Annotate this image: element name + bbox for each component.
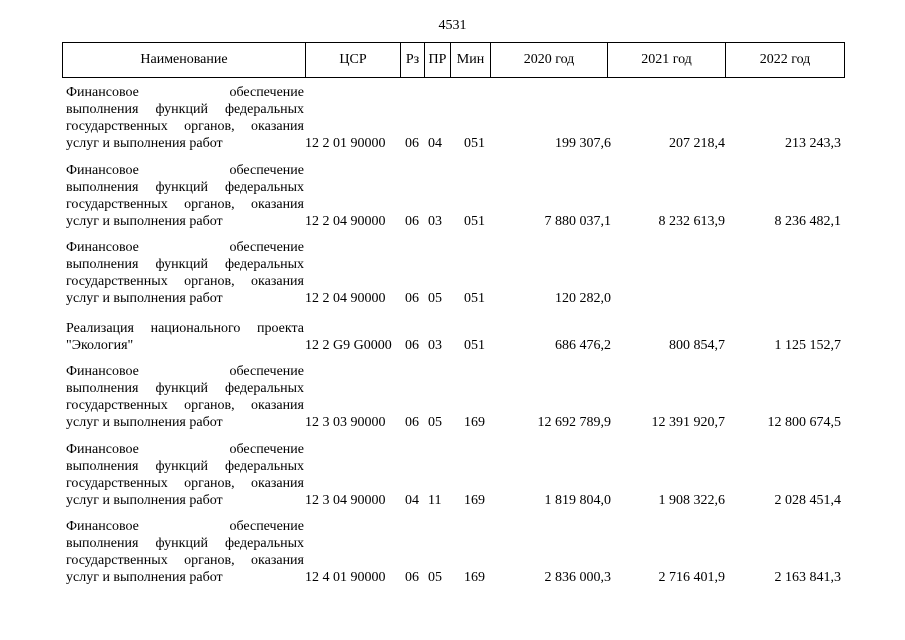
row-name-line: государственных органов, оказания — [66, 553, 304, 568]
table-row — [62, 320, 845, 354]
row-name — [66, 441, 304, 509]
row-name-line: государственных органов, оказания — [66, 119, 304, 134]
row-name-line: Финансовое обеспечение — [66, 85, 304, 100]
row-name-line: Финансовое обеспечение — [66, 240, 304, 255]
row-pr: 05 — [428, 570, 442, 585]
row-rz: 04 — [405, 493, 419, 508]
row-name-line: выполнения функций федеральных — [66, 381, 304, 396]
table-row — [62, 162, 845, 230]
row-name-line: услуг и выполнения работ — [66, 291, 223, 306]
row-rz: 06 — [405, 570, 419, 585]
row-pr: 03 — [428, 214, 442, 229]
row-name — [66, 320, 304, 354]
row-min: 051 — [464, 214, 485, 229]
row-rz: 06 — [405, 338, 419, 353]
row-min: 051 — [464, 291, 485, 306]
row-rz: 06 — [405, 291, 419, 306]
row-value-2020: 1 819 804,0 — [544, 493, 611, 508]
row-value-2021: 12 391 920,7 — [651, 415, 725, 430]
row-name-line: государственных органов, оказания — [66, 274, 304, 289]
row-name-line: государственных органов, оказания — [66, 398, 304, 413]
header-min: Мин — [451, 43, 491, 77]
row-name-line: услуг и выполнения работ — [66, 136, 223, 151]
header-name: Наименование — [63, 43, 306, 77]
row-pr: 03 — [428, 338, 442, 353]
row-value-2021: 1 908 322,6 — [658, 493, 725, 508]
row-value-2022: 213 243,3 — [785, 136, 841, 151]
table-row — [62, 84, 845, 152]
row-rz: 06 — [405, 214, 419, 229]
row-min: 169 — [464, 570, 485, 585]
header-pr: ПР — [425, 43, 451, 77]
row-name-line: выполнения функций федеральных — [66, 102, 304, 117]
row-name-line: выполнения функций федеральных — [66, 180, 304, 195]
row-value-2020: 199 307,6 — [555, 136, 611, 151]
row-csr: 12 2 04 90000 — [305, 214, 386, 229]
row-pr: 05 — [428, 415, 442, 430]
row-name — [66, 518, 304, 586]
table-row — [62, 518, 845, 586]
row-value-2022: 12 800 674,5 — [767, 415, 841, 430]
row-value-2022: 8 236 482,1 — [774, 214, 841, 229]
row-rz: 06 — [405, 415, 419, 430]
row-min: 169 — [464, 493, 485, 508]
row-name-line: услуг и выполнения работ — [66, 214, 223, 229]
row-pr: 11 — [428, 493, 442, 508]
row-name-line: выполнения функций федеральных — [66, 459, 304, 474]
row-pr: 04 — [428, 136, 442, 151]
table-row — [62, 441, 845, 509]
row-name-line: Финансовое обеспечение — [66, 519, 304, 534]
row-name-line: выполнения функций федеральных — [66, 257, 304, 272]
row-name — [66, 363, 304, 431]
row-value-2020: 686 476,2 — [555, 338, 611, 353]
row-name-line: "Экология" — [66, 338, 134, 353]
row-name-line: Финансовое обеспечение — [66, 163, 304, 178]
row-pr: 05 — [428, 291, 442, 306]
row-csr: 12 3 03 90000 — [305, 415, 386, 430]
page-number: 4531 — [438, 18, 467, 33]
row-csr: 12 2 01 90000 — [305, 136, 386, 151]
header-2021: 2021 год — [608, 43, 726, 77]
row-name-line: услуг и выполнения работ — [66, 570, 223, 585]
row-name — [66, 239, 304, 307]
row-value-2022: 2 163 841,3 — [774, 570, 841, 585]
table-row — [62, 239, 845, 307]
row-csr: 12 4 01 90000 — [305, 570, 386, 585]
row-value-2020: 12 692 789,9 — [537, 415, 611, 430]
header-rz: Рз — [401, 43, 425, 77]
row-name-line: выполнения функций федеральных — [66, 536, 304, 551]
row-csr: 12 2 G9 G0000 — [305, 338, 392, 353]
row-value-2020: 2 836 000,3 — [544, 570, 611, 585]
row-value-2021: 2 716 401,9 — [658, 570, 725, 585]
row-value-2020: 7 880 037,1 — [544, 214, 611, 229]
row-name-line: государственных органов, оказания — [66, 476, 304, 491]
row-value-2021: 207 218,4 — [669, 136, 725, 151]
row-name-line: Финансовое обеспечение — [66, 364, 304, 379]
row-name-line: услуг и выполнения работ — [66, 415, 223, 430]
row-name — [66, 84, 304, 152]
row-min: 051 — [464, 136, 485, 151]
row-min: 169 — [464, 415, 485, 430]
row-value-2022: 1 125 152,7 — [774, 338, 841, 353]
row-value-2021: 8 232 613,9 — [658, 214, 725, 229]
row-csr: 12 2 04 90000 — [305, 291, 386, 306]
header-csr: ЦСР — [306, 43, 401, 77]
header-2020: 2020 год — [491, 43, 608, 77]
table-row — [62, 363, 845, 431]
row-value-2020: 120 282,0 — [555, 291, 611, 306]
row-value-2021: 800 854,7 — [669, 338, 725, 353]
row-min: 051 — [464, 338, 485, 353]
row-name-line: услуг и выполнения работ — [66, 493, 223, 508]
row-name-line: государственных органов, оказания — [66, 197, 304, 212]
row-name-line: Финансовое обеспечение — [66, 442, 304, 457]
row-rz: 06 — [405, 136, 419, 151]
row-name-line: Реализация национального проекта — [66, 321, 304, 336]
table-header — [62, 42, 845, 78]
row-csr: 12 3 04 90000 — [305, 493, 386, 508]
row-name — [66, 162, 304, 230]
row-value-2022: 2 028 451,4 — [774, 493, 841, 508]
header-2022: 2022 год — [759, 52, 811, 67]
